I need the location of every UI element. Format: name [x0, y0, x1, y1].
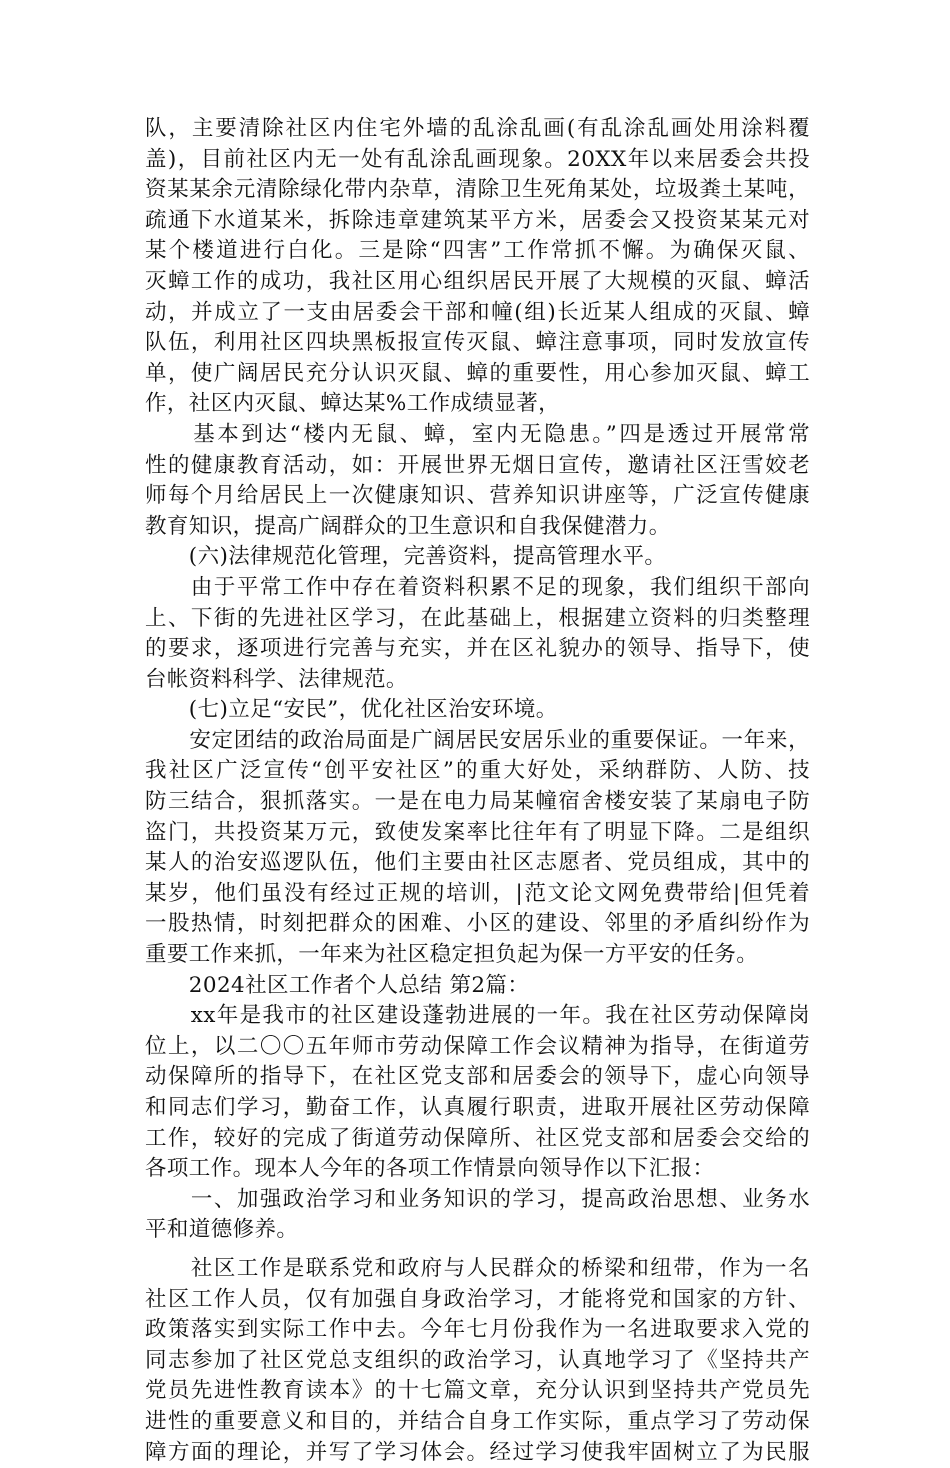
text-line: 重要工作来抓，一年来为社区稳定担负起为保一方平安的任务。 [145, 942, 759, 968]
text-line: 某人的治安巡逻队伍，他们主要由社区志愿者、党员组成，其中的 [145, 850, 810, 876]
text-line: xx年是我市的社区建设蓬勃进展的一年。我在社区劳动保障岗 [145, 1003, 810, 1029]
text-line: 工作，较好的完成了街道劳动保障所、社区党支部和居委会交给的 [145, 1125, 810, 1151]
text-line: 的要求，逐项进行完善与充实，并在区礼貌办的领导、指导下，使 [145, 636, 810, 662]
paragraph-gap [145, 1246, 810, 1254]
text-line: 队伍，利用社区四块黑板报宣传灭鼠、蟑注意事项，同时发放宣传 [145, 330, 810, 356]
text-line: 一股热情，时刻把群众的困难、小区的建设、邻里的矛盾纠纷作为 [145, 911, 810, 937]
text-line: 资某某余元清除绿化带内杂草，清除卫生死角某处，垃圾粪土某吨， [145, 177, 810, 203]
text-line: 作，社区内灭鼠、蟑达某%工作成绩显著， [145, 391, 561, 417]
text-line: 上、下街的先进社区学习，在此基础上，根据建立资料的归类整理 [145, 605, 810, 631]
text-line: 各项工作。现本人今年的各项工作情景向领导作以下汇报： [145, 1156, 715, 1182]
text-line: 社区工作人员，仅有加强自身政治学习，才能将党和国家的方针、 [145, 1286, 810, 1312]
text-line: 安定团结的政治局面是广阔居民安居乐业的重要保证。一年来， [145, 727, 810, 753]
text-line: 教育知识，提高广阔群众的卫生意识和自我保健潜力。 [145, 513, 671, 539]
text-line: 单，使广阔居民充分认识灭鼠、蟑的重要性，用心参加灭鼠、蟑工 [145, 360, 810, 386]
text-line: 和同志们学习，勤奋工作，认真履行职责，进取开展社区劳动保障 [145, 1095, 810, 1120]
text-line: 政策落实到实际工作中去。今年七月份我作为一名进取要求入党的 [145, 1317, 810, 1343]
text-line: 疏通下水道某米，拆除违章建筑某平方米，居委会又投资某某元对 [145, 207, 810, 233]
text-line: 动，并成立了一支由居委会干部和幢(组)长近某人组成的灭鼠、蟑 [145, 299, 810, 325]
section-heading: 一、加强政治学习和业务知识的学习，提高政治思想、业务水 [145, 1186, 810, 1212]
text-line: 队，主要清除社区内住宅外墙的乱涂乱画(有乱涂乱画处用涂料覆 [145, 116, 810, 141]
section-heading: (七)立足“安民”，优化社区治安环境。 [145, 697, 558, 723]
text-line: 位上，以二〇〇五年师市劳动保障工作会议精神为指导，在街道劳 [145, 1033, 810, 1059]
document-page [145, 114, 810, 1468]
text-line: 障方面的理论，并写了学习体会。经过学习使我牢固树立了为民服 [145, 1439, 810, 1465]
text-line: 党员先进性教育读本》的十七篇文章，充分认识到坚持共产党员先 [145, 1378, 810, 1404]
text-line: 由于平常工作中存在着资料积累不足的现象，我们组织干部向 [145, 574, 810, 600]
text-line: 某个楼道进行白化。三是除“四害”工作常抓不懈。为确保灭鼠、 [145, 238, 810, 264]
text-line: 灭蟑工作的成功，我社区用心组织居民开展了大规模的灭鼠、蟑活 [145, 268, 810, 294]
text-line: 师每个月给居民上一次健康知识、营养知识讲座等，广泛宣传健康 [145, 483, 810, 509]
text-line: 盗门，共投资某万元，致使发案率比往年有了明显下降。二是组织 [145, 819, 810, 845]
text-line: 动保障所的指导下，在社区党支部和居委会的领导下，虚心向领导 [145, 1064, 810, 1090]
text-line: 同志参加了社区党总支组织的政治学习，认真地学习了《坚持共产 [145, 1347, 810, 1373]
text-line: 我社区广泛宣传“创平安社区”的重大好处，采纳群防、人防、技 [145, 758, 810, 784]
section-heading: (六)法律规范化管理，完善资料，提高管理水平。 [145, 544, 667, 570]
text-line: 基本到达“楼内无鼠、蟑，室内无隐患。”四是透过开展常常 [145, 421, 810, 447]
text-line: 某岁，他们虽没有经过正规的培训，|范文论文网免费带给|但凭着 [145, 880, 810, 906]
text-line: 盖)，目前社区内无一处有乱涂乱画现象。20XX年以来居委会共投 [145, 146, 810, 172]
text-line: 防三结合，狠抓落实。一是在电力局某幢宿舍楼安装了某扇电子防 [145, 789, 810, 815]
section-heading: 平和道德修养。 [145, 1217, 299, 1243]
text-line: 台帐资料科学、法律规范。 [145, 666, 408, 692]
article-subtitle: 2024社区工作者个人总结 第2篇： [145, 972, 530, 998]
text-line: 社区工作是联系党和政府与人民群众的桥梁和纽带，作为一名 [145, 1255, 810, 1281]
text-line: 性的健康教育活动，如：开展世界无烟日宣传，邀请社区汪雪姣老 [145, 452, 810, 478]
text-line: 进性的重要意义和目的，并结合自身工作实际，重点学习了劳动保 [145, 1408, 810, 1434]
